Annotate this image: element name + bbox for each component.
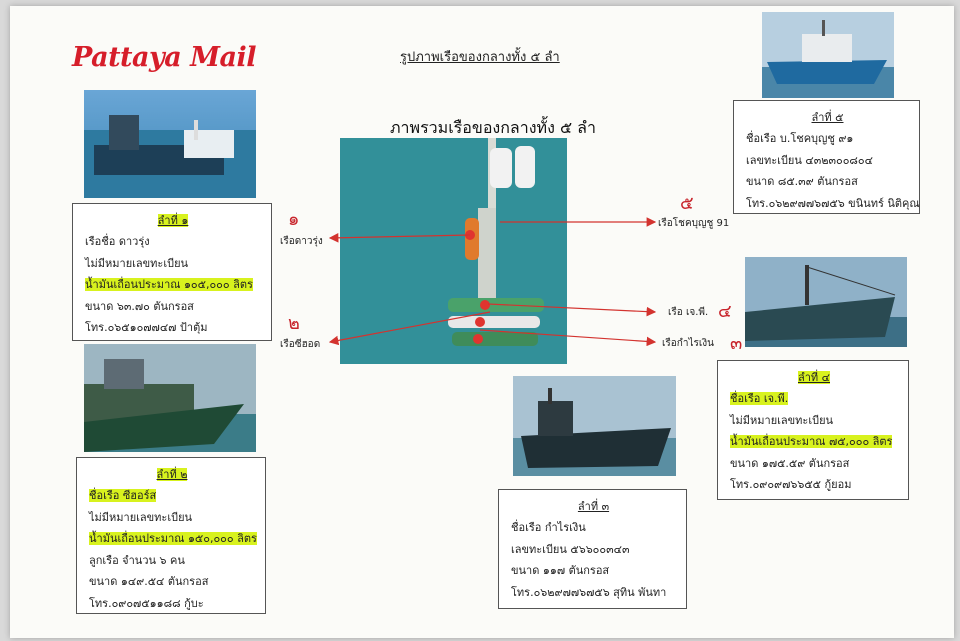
boat-2-registration: ไม่มีหมายเลขทะเบียน <box>89 510 193 524</box>
boat-2-size: ขนาด ๑๔๙.๕๔ ตันกรอส <box>89 575 209 589</box>
boat-4-registration: ไม่มีหมายเลขทะเบียน <box>730 413 834 427</box>
boat-5-name: ชื่อเรือ บ.โชคบุญชู ๙๑ <box>746 132 854 146</box>
arrow-boat-4 <box>488 304 655 312</box>
boat-5-info-box <box>733 100 920 214</box>
boat-5-registration: เลขทะเบียน ๔๓๒๓๐๐๘๐๔ <box>746 153 873 167</box>
boat-3-info-box <box>498 489 687 609</box>
boat-1-phone: โทร.๐๖๕๑๐๗๗๔๗ ป้าตุ้ม <box>85 321 208 335</box>
marker-3-number: ๓ <box>730 333 743 354</box>
boat-3-phone: โทร.๐๖๒๙๗๗๖๗๕๖ สุทิน พันทา <box>511 585 667 599</box>
marker-4-label: เรือ เจ.พี. <box>668 307 709 318</box>
boat-3-size: ขนาด ๑๑๗ ตันกรอส <box>511 564 610 578</box>
marker-4-number: ๔ <box>718 301 732 322</box>
marker-5-label: เรือโชคบุญชู 91 <box>658 218 730 229</box>
marker-1-number: ๑ <box>288 209 300 230</box>
marker-5-number: ๕ <box>680 193 694 214</box>
boat-1-fuel: น้ำมันเถื่อนประมาณ ๑๐๕,๐๐๐ ลิตร <box>85 278 253 292</box>
boat-1-registration: ไม่มีหมายเลขทะเบียน <box>85 256 189 270</box>
boat-5-size: ขนาด ๘๕.๓๙ ตันกรอส <box>746 175 858 189</box>
boat-2-phone: โทร.๐๙๐๗๕๑๑๘๘ กู้บะ <box>89 596 204 610</box>
boat-4-size: ขนาด ๑๗๕.๕๙ ตันกรอส <box>730 456 850 470</box>
boat-1-name: เรือชื่อ ดาวรุ่ง <box>85 235 150 249</box>
arrow-boat-3 <box>480 330 655 342</box>
arrow-boat-1 <box>330 235 470 238</box>
boat-4-photo <box>745 257 907 347</box>
boat-3-photo <box>513 376 676 476</box>
page-title: รูปภาพเรือของกลางทั้ง ๕ ลำ <box>400 50 560 65</box>
boat-3-title: ลำที่ ๓ <box>577 500 610 513</box>
boat-4-phone: โทร.๐๙๐๙๗๖๖๕๕ กู้ยอม <box>730 478 852 492</box>
boat-3-name: ชื่อเรือ กำไรเงิน <box>511 521 586 535</box>
boat-4-info-box <box>717 360 909 500</box>
boat-3-registration: เลขทะเบียน ๕๖๖๐๐๓๔๓ <box>511 542 630 556</box>
marker-2-label: เรือซีฮอด <box>280 339 321 350</box>
boat-1-title: ลำที่ ๑ <box>157 214 189 227</box>
pattaya-mail-logo: Pattaya Mail <box>72 42 256 73</box>
marker-2-number: ๒ <box>288 313 300 334</box>
boat-2-name: ชื่อเรือ ซีฮอร์ส <box>89 489 157 503</box>
boat-1-size: ขนาด ๖๓.๗๐ ตันกรอส <box>85 299 194 313</box>
boat-4-title: ลำที่ ๔ <box>798 371 830 384</box>
boat-2-title: ลำที่ ๒ <box>156 468 188 481</box>
overview-title: ภาพรวมเรือของกลางทั้ง ๕ ลำ <box>390 118 596 137</box>
boat-4-name: ชื่อเรือ เจ.พี. <box>730 392 789 406</box>
boat-2-fuel: น้ำมันเถื่อนประมาณ ๑๕๐,๐๐๐ ลิตร <box>89 532 257 546</box>
boat-5-phone: โทร.๐๖๒๙๗๗๖๗๕๖ ขนินทร์ นิติคุณ <box>746 196 920 210</box>
arrow-boat-2 <box>330 312 490 342</box>
boat-5-photo <box>762 12 894 98</box>
boat-4-fuel: น้ำมันเถื่อนประมาณ ๗๕,๐๐๐ ลิตร <box>730 435 893 449</box>
marker-3-label: เรือกำไรเงิน <box>662 338 715 349</box>
marker-1-label: เรือดาวรุ่ง <box>280 236 323 247</box>
boat-5-title: ลำที่ ๕ <box>811 111 844 124</box>
boat-2-crew: ลูกเรือ จำนวน ๖ คน <box>89 553 185 567</box>
